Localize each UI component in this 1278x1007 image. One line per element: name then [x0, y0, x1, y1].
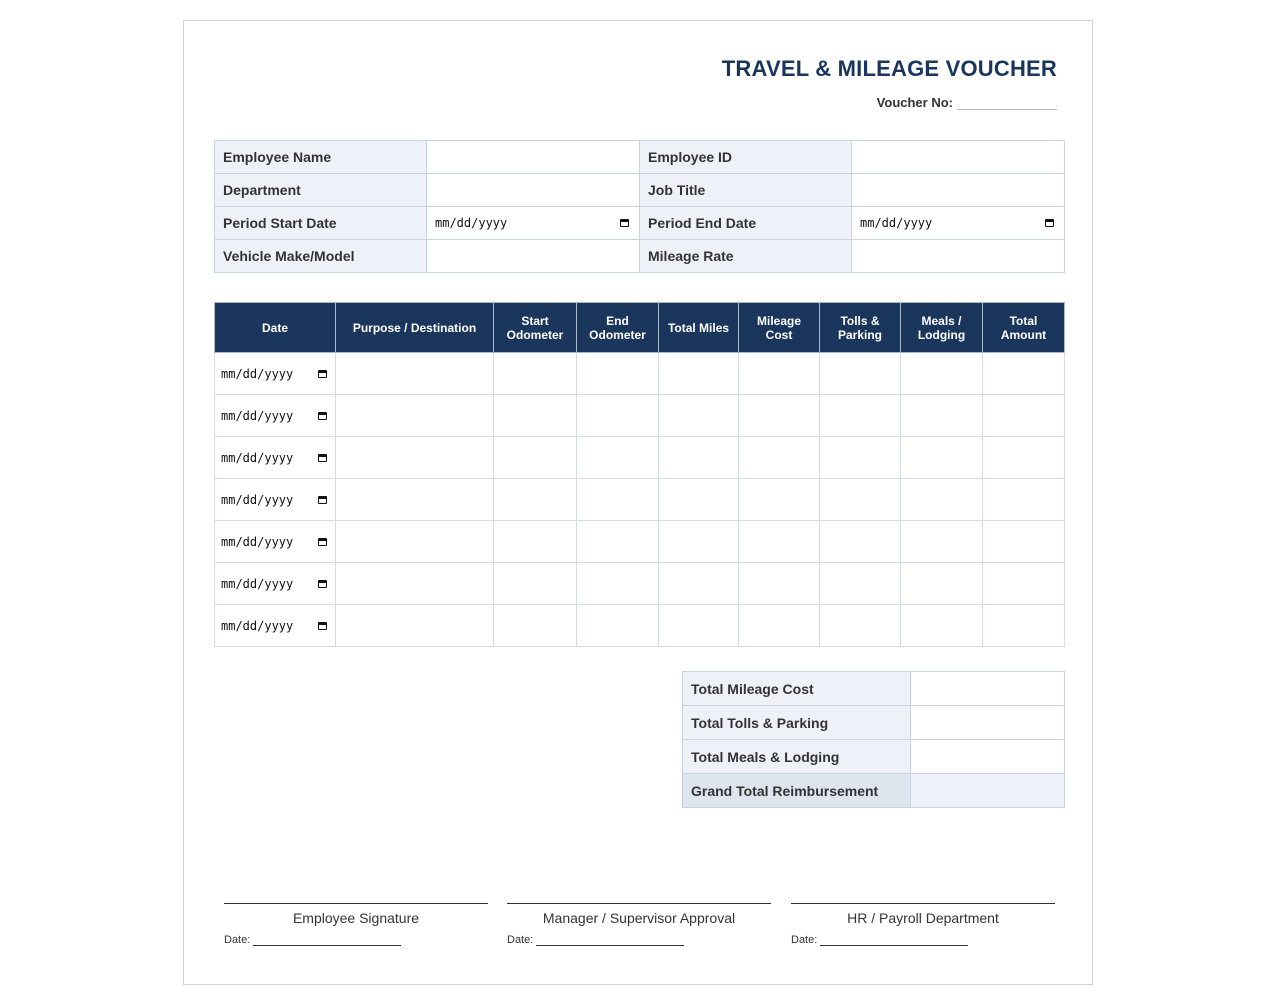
start-odometer-field[interactable]: [494, 521, 577, 563]
mileage-cost-field[interactable]: [739, 605, 820, 647]
end-odometer-field[interactable]: [577, 563, 659, 605]
vehicle-label: Vehicle Make/Model: [215, 240, 427, 273]
mileage-rate-field[interactable]: [852, 240, 1065, 273]
date-placeholder: mm/dd/yyyy: [860, 216, 933, 230]
col-meals-lodging: Meals / Lodging: [901, 303, 983, 353]
department-label: Department: [215, 174, 427, 207]
calendar-icon[interactable]: [318, 412, 327, 420]
signature-line[interactable]: [507, 903, 771, 904]
signature-date: [791, 934, 1055, 946]
total-mileage-label: Total Mileage Cost: [683, 672, 911, 706]
meals-lodging-field[interactable]: [901, 479, 983, 521]
date-line[interactable]: [820, 935, 968, 946]
meals-lodging-field[interactable]: [901, 437, 983, 479]
date-placeholder: mm/dd/yyyy: [221, 534, 294, 549]
calendar-icon[interactable]: [620, 219, 629, 227]
mileage-cost-field[interactable]: [739, 563, 820, 605]
total-tolls-field[interactable]: [911, 706, 1065, 740]
department-field[interactable]: [427, 174, 640, 207]
table-row: [215, 479, 1065, 521]
calendar-icon[interactable]: [1045, 219, 1054, 227]
table-row: [215, 437, 1065, 479]
employee-name-field[interactable]: [427, 141, 640, 174]
start-odometer-field[interactable]: [494, 395, 577, 437]
totals-table: [682, 671, 1065, 808]
col-total-amount: Total Amount: [983, 303, 1065, 353]
trip-date-field[interactable]: [215, 563, 336, 605]
date-placeholder: mm/dd/yyyy: [221, 366, 294, 381]
employee-name-label: Employee Name: [215, 141, 427, 174]
hr-signature-block: [791, 903, 1055, 946]
total-miles-field[interactable]: [659, 563, 739, 605]
table-row: [215, 563, 1065, 605]
job-title-label: Job Title: [640, 174, 852, 207]
signature-line[interactable]: [224, 903, 488, 904]
voucher-number-field[interactable]: [957, 93, 1057, 110]
voucher-number: [877, 93, 1057, 110]
end-odometer-field[interactable]: [577, 437, 659, 479]
end-odometer-field[interactable]: [577, 395, 659, 437]
date-placeholder: mm/dd/yyyy: [221, 450, 294, 465]
total-amount-field[interactable]: [983, 353, 1065, 395]
period-end-field[interactable]: [852, 207, 1065, 240]
employee-id-field[interactable]: [852, 141, 1065, 174]
grand-total-field[interactable]: [911, 774, 1065, 808]
end-odometer-field[interactable]: [577, 353, 659, 395]
purpose-field[interactable]: [336, 563, 494, 605]
total-amount-field[interactable]: [983, 563, 1065, 605]
trip-log-table: [214, 302, 1065, 647]
total-amount-field[interactable]: [983, 605, 1065, 647]
total-miles-field[interactable]: [659, 521, 739, 563]
employee-info-table: [214, 140, 1065, 273]
mileage-cost-field[interactable]: [739, 395, 820, 437]
col-start-odometer: Start Odometer: [494, 303, 577, 353]
total-mileage-field[interactable]: [911, 672, 1065, 706]
date-placeholder: mm/dd/yyyy: [221, 492, 294, 507]
table-row: [215, 605, 1065, 647]
calendar-icon[interactable]: [318, 622, 327, 630]
tolls-parking-field[interactable]: [820, 521, 901, 563]
voucher-number-label: Voucher No:: [876, 95, 953, 110]
grand-total-label: Grand Total Reimbursement: [683, 774, 911, 808]
table-row: [215, 395, 1065, 437]
trip-date-field[interactable]: [215, 437, 336, 479]
meals-lodging-field[interactable]: [901, 395, 983, 437]
page-title: TRAVEL & MILEAGE VOUCHER: [721, 56, 1057, 81]
total-amount-field[interactable]: [983, 479, 1065, 521]
date-label: Date:: [224, 934, 251, 946]
signature-label: Employee Signature: [292, 910, 420, 926]
total-miles-field[interactable]: [659, 395, 739, 437]
col-date: Date: [215, 303, 336, 353]
end-odometer-field[interactable]: [577, 605, 659, 647]
meals-lodging-field[interactable]: [901, 605, 983, 647]
start-odometer-field[interactable]: [494, 605, 577, 647]
mileage-cost-field[interactable]: [739, 479, 820, 521]
meals-lodging-field[interactable]: [901, 353, 983, 395]
date-placeholder: mm/dd/yyyy: [221, 618, 294, 633]
signature-date: [224, 934, 488, 946]
calendar-icon[interactable]: [318, 538, 327, 546]
col-end-odometer: End Odometer: [577, 303, 659, 353]
trip-date-field[interactable]: [215, 479, 336, 521]
tolls-parking-field[interactable]: [820, 437, 901, 479]
voucher-sheet: [183, 20, 1093, 985]
employee-signature-block: [224, 903, 488, 946]
trip-date-field[interactable]: [215, 605, 336, 647]
employee-id-label: Employee ID: [640, 141, 852, 174]
mileage-cost-field[interactable]: [739, 353, 820, 395]
start-odometer-field[interactable]: [494, 563, 577, 605]
purpose-field[interactable]: [336, 605, 494, 647]
meals-lodging-field[interactable]: [901, 563, 983, 605]
total-miles-field[interactable]: [659, 479, 739, 521]
signature-label: HR / Payroll Department: [847, 910, 999, 926]
col-tolls-parking: Tolls & Parking: [820, 303, 901, 353]
start-odometer-field[interactable]: [494, 353, 577, 395]
date-placeholder: mm/dd/yyyy: [435, 216, 508, 230]
total-miles-field[interactable]: [659, 437, 739, 479]
mileage-cost-field[interactable]: [739, 521, 820, 563]
mileage-rate-label: Mileage Rate: [640, 240, 852, 273]
col-purpose: Purpose / Destination: [336, 303, 494, 353]
tolls-parking-field[interactable]: [820, 395, 901, 437]
end-odometer-field[interactable]: [577, 479, 659, 521]
signature-label: Manager / Supervisor Approval: [542, 910, 736, 926]
period-start-field[interactable]: [427, 207, 640, 240]
total-miles-field[interactable]: [659, 353, 739, 395]
date-line[interactable]: [536, 935, 684, 946]
calendar-icon[interactable]: [318, 454, 327, 462]
vehicle-field[interactable]: [427, 240, 640, 273]
date-placeholder: mm/dd/yyyy: [221, 576, 294, 591]
col-total-miles: Total Miles: [659, 303, 739, 353]
total-amount-field[interactable]: [983, 521, 1065, 563]
period-start-label: Period Start Date: [215, 207, 427, 240]
tolls-parking-field[interactable]: [820, 605, 901, 647]
total-meals-label: Total Meals & Lodging: [683, 740, 911, 774]
table-row: [215, 353, 1065, 395]
purpose-field[interactable]: [336, 395, 494, 437]
calendar-icon[interactable]: [318, 580, 327, 588]
job-title-field[interactable]: [852, 174, 1065, 207]
signature-line[interactable]: [791, 903, 1055, 904]
calendar-icon[interactable]: [318, 496, 327, 504]
date-label: Date:: [791, 934, 818, 946]
table-row: [215, 521, 1065, 563]
purpose-field[interactable]: [336, 479, 494, 521]
date-line[interactable]: [253, 935, 401, 946]
total-tolls-label: Total Tolls & Parking: [683, 706, 911, 740]
tolls-parking-field[interactable]: [820, 353, 901, 395]
signature-date: [507, 934, 771, 946]
meals-lodging-field[interactable]: [901, 521, 983, 563]
trip-date-field[interactable]: [215, 353, 336, 395]
tolls-parking-field[interactable]: [820, 479, 901, 521]
end-odometer-field[interactable]: [577, 521, 659, 563]
tolls-parking-field[interactable]: [820, 563, 901, 605]
purpose-field[interactable]: [336, 437, 494, 479]
start-odometer-field[interactable]: [494, 437, 577, 479]
period-end-label: Period End Date: [640, 207, 852, 240]
col-mileage-cost: Mileage Cost: [739, 303, 820, 353]
purpose-field[interactable]: [336, 521, 494, 563]
purpose-field[interactable]: [336, 353, 494, 395]
trip-date-field[interactable]: [215, 395, 336, 437]
total-amount-field[interactable]: [983, 395, 1065, 437]
total-miles-field[interactable]: [659, 605, 739, 647]
total-amount-field[interactable]: [983, 437, 1065, 479]
date-placeholder: mm/dd/yyyy: [221, 408, 294, 423]
calendar-icon[interactable]: [318, 370, 327, 378]
date-label: Date:: [507, 934, 534, 946]
start-odometer-field[interactable]: [494, 479, 577, 521]
trip-date-field[interactable]: [215, 521, 336, 563]
total-meals-field[interactable]: [911, 740, 1065, 774]
mileage-cost-field[interactable]: [739, 437, 820, 479]
manager-signature-block: [507, 903, 771, 946]
